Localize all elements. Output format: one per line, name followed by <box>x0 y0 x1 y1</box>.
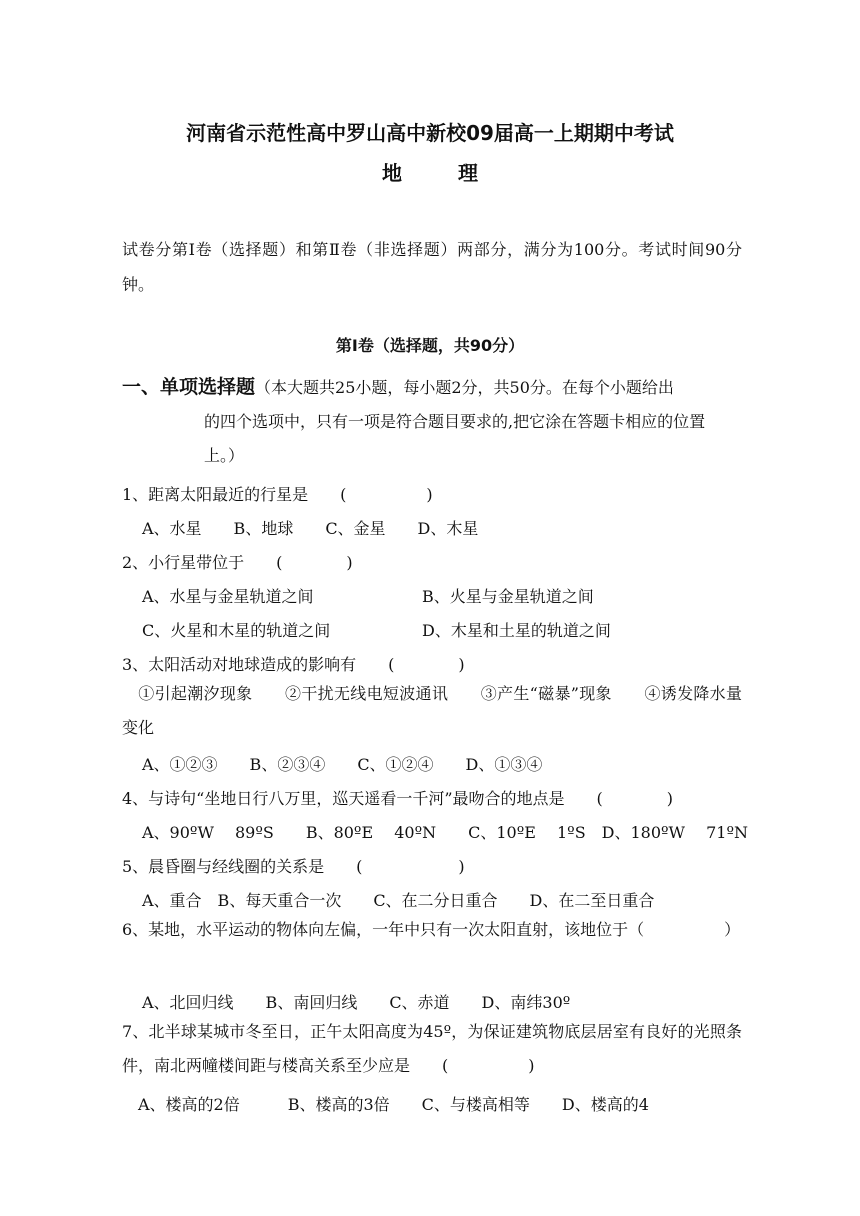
subject-char: 地 <box>382 161 402 185</box>
question-options: A、重合 B、每天重合一次 C、在二分日重合 D、在二至日重合 <box>142 891 655 910</box>
subject-char: 理 <box>458 161 478 185</box>
question-stem: 2、小行星带位于 ( ) <box>122 553 353 572</box>
question-stem: 3、太阳活动对地球造成的影响有 ( ) <box>122 655 465 674</box>
question-options: A、北回归线 B、南回归线 C、赤道 D、南纬30º <box>142 993 571 1012</box>
question-options: A、水星 B、地球 C、金星 D、木星 <box>142 519 479 538</box>
question-option: A、水星与金星轨道之间 <box>142 587 314 606</box>
question-options: A、90ºW 89ºS B、80ºE 40ºN C、10ºE 1ºS D、180ºW 71ºN <box>142 823 748 842</box>
exam-instructions: 试卷分第Ⅰ卷（选择题）和第Ⅱ卷（非选择题）两部分，满分为100分。考试时间90分钟。 <box>122 240 742 294</box>
part-desc-line1: （本大题共25小题，每小题2分，共50分。在每个小题给出 <box>255 378 674 397</box>
question-stem: 1、距离太阳最近的行星是 ( ) <box>122 485 433 504</box>
subject-title <box>0 157 860 186</box>
part-heading: 一、单项选择题 <box>122 376 256 398</box>
part-desc-line3: 上。） <box>204 446 245 465</box>
question-option: B、火星与金星轨道之间 <box>422 587 594 606</box>
part-desc-line2: 的四个选项中，只有一项是符合题目要求的,把它涂在答题卡相应的位置 <box>204 412 706 431</box>
question-stem: 7、北半球某城市冬至日，正午太阳高度为45º，为保证建筑物底层居室有良好的光照条件，南北两幢楼间距与楼高关系至少应是 ( ) <box>122 1022 742 1075</box>
question-options: A、①②③ B、②③④ C、①②④ D、①③④ <box>142 755 543 774</box>
question-option: D、木星和土星的轨道之间 <box>422 621 611 640</box>
exam-title: 河南省示范性高中罗山高中新校09届高一上期期中考试 <box>186 121 674 145</box>
part-instructions <box>122 370 742 473</box>
question-stem: 4、与诗句“坐地日行八万里，巡天遥看一千河”最吻合的地点是 ( ) <box>122 789 674 808</box>
question-options: A、楼高的2倍 B、楼高的3倍 C、与楼高相等 D、楼高的4 <box>138 1095 649 1114</box>
question-option: C、火星和木星的轨道之间 <box>142 621 331 640</box>
section-title: 第Ⅰ卷（选择题，共90分） <box>335 336 525 355</box>
question-detail: ①引起潮汐现象 ②干扰无线电短波通讯 ③产生“磁暴”现象 ④诱发降水量变化 <box>122 684 742 737</box>
question-stem: 6、某地，水平运动的物体向左偏，一年中只有一次太阳直射，该地位于（ ） <box>122 920 741 939</box>
question-stem: 5、晨昏圈与经线圈的关系是 ( ) <box>122 857 465 876</box>
